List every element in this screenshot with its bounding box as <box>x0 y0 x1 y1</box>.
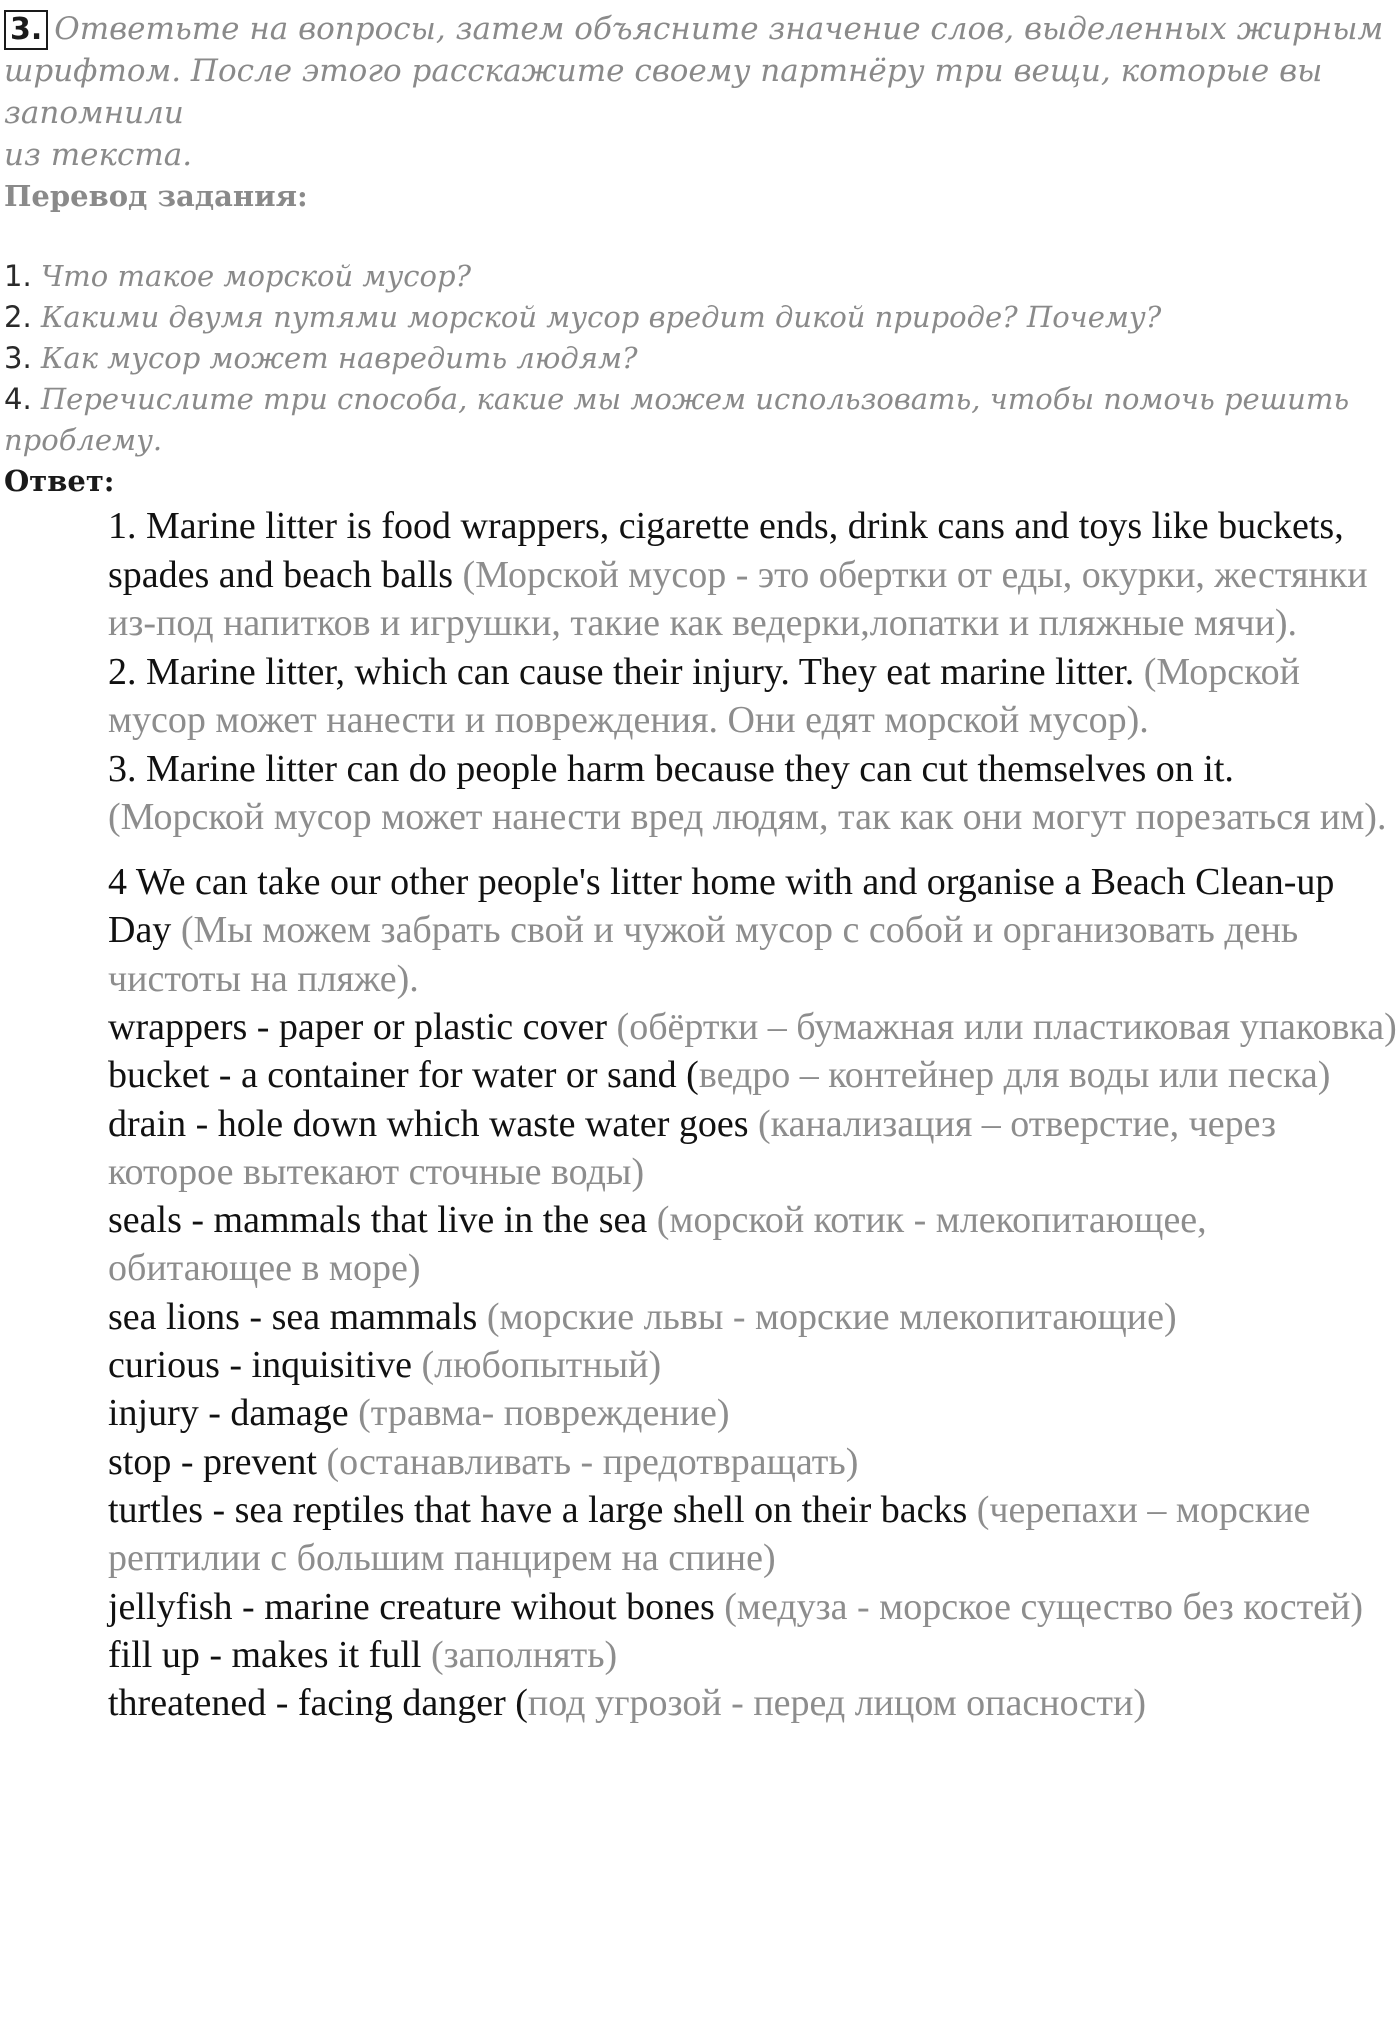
answer-ru: (Морской мусор может нанести и повреждения. Они едят морской мусор). <box>108 650 1300 741</box>
vocab-en: fill up - makes it full <box>108 1633 422 1676</box>
task-number-box: 3. <box>4 10 48 50</box>
answer-item <box>108 502 1398 648</box>
vocab-item <box>108 1293 1398 1341</box>
answer-block <box>108 502 1398 1727</box>
vocab-ru: (травма- повреждение) <box>358 1392 730 1435</box>
task-header <box>4 8 1394 501</box>
vocab-ru: ведро – контейнер для воды или песка) <box>698 1054 1331 1097</box>
answer-ru: (Морской мусор - это обертки от еды, окурки, жестянки из-под напитков и игрушки, такие как ведерки,лопатки и пляжные мячи). <box>108 553 1368 644</box>
question-item: 3. Как мусор может навредить людям? <box>4 341 638 375</box>
vocab-ru: (канализация – отверстие, через которое вытекают сточные воды) <box>108 1102 1276 1193</box>
vocab-en: turtles - sea reptiles that have a large shell on their backs <box>108 1488 968 1531</box>
task-instruction-line-2: шрифтом. После этого расскажите своему партнёру три вещи, которые вы запомнили <box>4 53 1323 131</box>
answer-ru: (Морской мусор может нанести вред людям, так как они могут порезаться им). <box>108 796 1387 838</box>
answer-label: Ответ: <box>4 464 115 498</box>
vocab-item <box>108 1196 1398 1293</box>
vocab-en: injury - damage <box>108 1392 349 1435</box>
vocab-ru: (морской котик - млекопитающее, обитающее в море) <box>108 1199 1207 1290</box>
vocab-item <box>108 1583 1398 1631</box>
vocab-item <box>108 1631 1398 1679</box>
question-item: 1. Что такое морской мусор? <box>4 259 472 293</box>
answer-en: 4 We can take our other people's litter home with and organise a Beach Clean-up Day <box>108 860 1335 951</box>
answer-ru: (Мы можем забрать свой и чужой мусор с собой и организовать день чистоты на пляже). <box>108 909 1299 1000</box>
question-item: 2. Какими двумя путями морской мусор вредит дикой природе? Почему? <box>4 300 1162 334</box>
task-instruction-line-3: из текста. <box>4 137 193 173</box>
vocab-ru: (любопытный) <box>421 1344 662 1387</box>
answer-en: 3. Marine litter can do people harm because they can cut themselves on it. <box>108 747 1234 790</box>
question-item-continued: проблему. <box>4 423 163 457</box>
answer-item <box>108 648 1398 745</box>
answer-item <box>108 858 1398 1004</box>
vocab-en: drain - hole down which waste water goes <box>108 1102 749 1145</box>
vocab-item <box>108 1100 1398 1197</box>
question-item: 4. Перечислите три способа, какие мы можем использовать, чтобы помочь решить <box>4 382 1350 416</box>
vocab-ru: (заполнять) <box>430 1633 618 1676</box>
vocab-item <box>108 1389 1398 1437</box>
vocab-en: seals - mammals that live in the sea <box>108 1199 648 1242</box>
vocab-ru: (останавливать - предотвращать) <box>326 1440 859 1483</box>
vocab-ru: под угрозой - перед лицом опасности) <box>527 1682 1146 1725</box>
vocab-en: stop - prevent <box>108 1440 317 1483</box>
vocab-item <box>108 1486 1398 1583</box>
vocab-item <box>108 1051 1398 1099</box>
vocab-en: wrappers - paper or plastic cover <box>108 1006 608 1048</box>
vocab-en: threatened - facing danger ( <box>108 1682 528 1725</box>
vocab-ru: (обёртки – бумажная или пластиковая упаковка) <box>616 1006 1397 1048</box>
answer-item <box>108 745 1398 842</box>
vocab-ru: (черепахи – морские рептилии с большим панцирем на спине) <box>108 1488 1311 1580</box>
answer-en: 2. Marine litter, which can cause their injury. They eat marine litter. <box>108 650 1135 693</box>
vocab-en: jellyfish - marine creature wihout bones <box>108 1585 715 1628</box>
vocab-item <box>108 1679 1398 1727</box>
question-list <box>4 256 1394 461</box>
vocab-ru: (медуза - морское существо без костей) <box>724 1585 1364 1628</box>
vocab-item <box>108 1438 1398 1486</box>
vocab-item <box>108 1341 1398 1389</box>
vocab-ru: (морские львы - морские млекопитающие) <box>486 1295 1177 1338</box>
vocab-en: curious - inquisitive <box>108 1344 412 1387</box>
translation-label: Перевод задания: <box>4 179 308 213</box>
vocab-en: bucket - a container for water or sand ( <box>108 1054 699 1097</box>
task-instruction-line-1: 3. Ответьте на вопросы, затем объясните значение слов, выделенных жирным <box>4 8 1394 50</box>
answer-en: 1. Marine litter is food wrappers, cigarette ends, drink cans and toys like buckets, spades and beach balls <box>108 505 1344 596</box>
vocab-en: sea lions - sea mammals <box>108 1295 478 1338</box>
vocab-item <box>108 1003 1398 1051</box>
